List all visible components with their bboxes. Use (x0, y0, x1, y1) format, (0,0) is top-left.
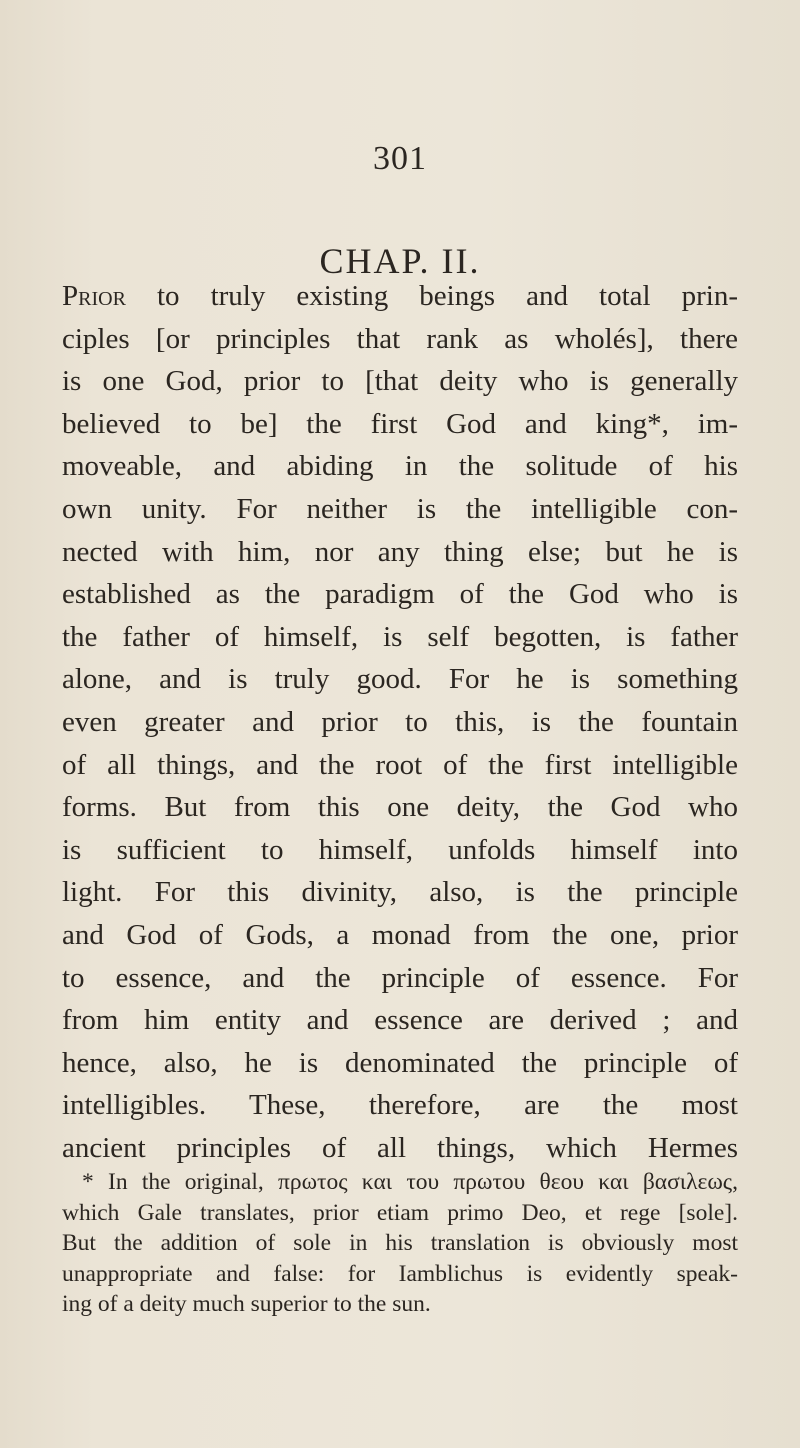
main-text (62, 275, 738, 1169)
text-line: ciples [or principles that rank as wholés], there (62, 322, 738, 355)
text-line: ancient principles of all things, which Hermes (62, 1131, 738, 1164)
text-line: is one God, prior to [that deity who is generally (62, 365, 738, 398)
text-line: established as the paradigm of the God who is (62, 578, 738, 611)
footnote-line: which Gale translates, prior etiam primo Deo, et rege [sole]. (62, 1199, 738, 1226)
lead-word: Prior (62, 280, 126, 312)
text-line: alone, and is truly good. For he is something (62, 663, 738, 696)
text-line: is sufficient to himself, unfolds himself into (62, 833, 738, 866)
footnote-line: ing of a deity much superior to the sun. (62, 1291, 431, 1318)
footnote (62, 1167, 738, 1320)
footnote-line: * In the original, πρωτος και του πρωτου θεου και βασιλεως, (82, 1169, 738, 1195)
footnote-line: unappropriate and false: for Iamblichus is evidently speak- (62, 1260, 738, 1287)
footnote-line: But the addition of sole in his translation is obviously most (62, 1230, 738, 1257)
text-line: believed to be] the first God and king*, im- (62, 407, 738, 440)
text-line: forms. But from this one deity, the God who (62, 791, 738, 824)
text-line: from him entity and essence are derived ; and (62, 1004, 738, 1037)
text-line: of all things, and the root of the first intelligible (62, 748, 738, 781)
text-line: light. For this divinity, also, is the principle (62, 876, 738, 909)
text-line: even greater and prior to this, is the fountain (62, 705, 738, 738)
text-line: nected with him, nor any thing else; but he is (62, 535, 738, 568)
text-line: and God of Gods, a monad from the one, prior (62, 918, 738, 951)
chapter-heading: CHAP. II. (319, 241, 481, 281)
text-line: own unity. For neither is the intelligible con- (62, 492, 738, 525)
text-line: moveable, and abiding in the solitude of his (62, 450, 738, 483)
text-line: intelligibles. These, therefore, are the most (62, 1089, 738, 1122)
text-line: the father of himself, is self begotten, is father (62, 620, 738, 653)
text-line: to essence, and the principle of essence. For (62, 961, 738, 994)
page-number: 301 (373, 140, 427, 177)
text-line: Prior to truly existing beings and total prin- (62, 280, 738, 312)
text-line: hence, also, he is denominated the principle of (62, 1046, 738, 1079)
